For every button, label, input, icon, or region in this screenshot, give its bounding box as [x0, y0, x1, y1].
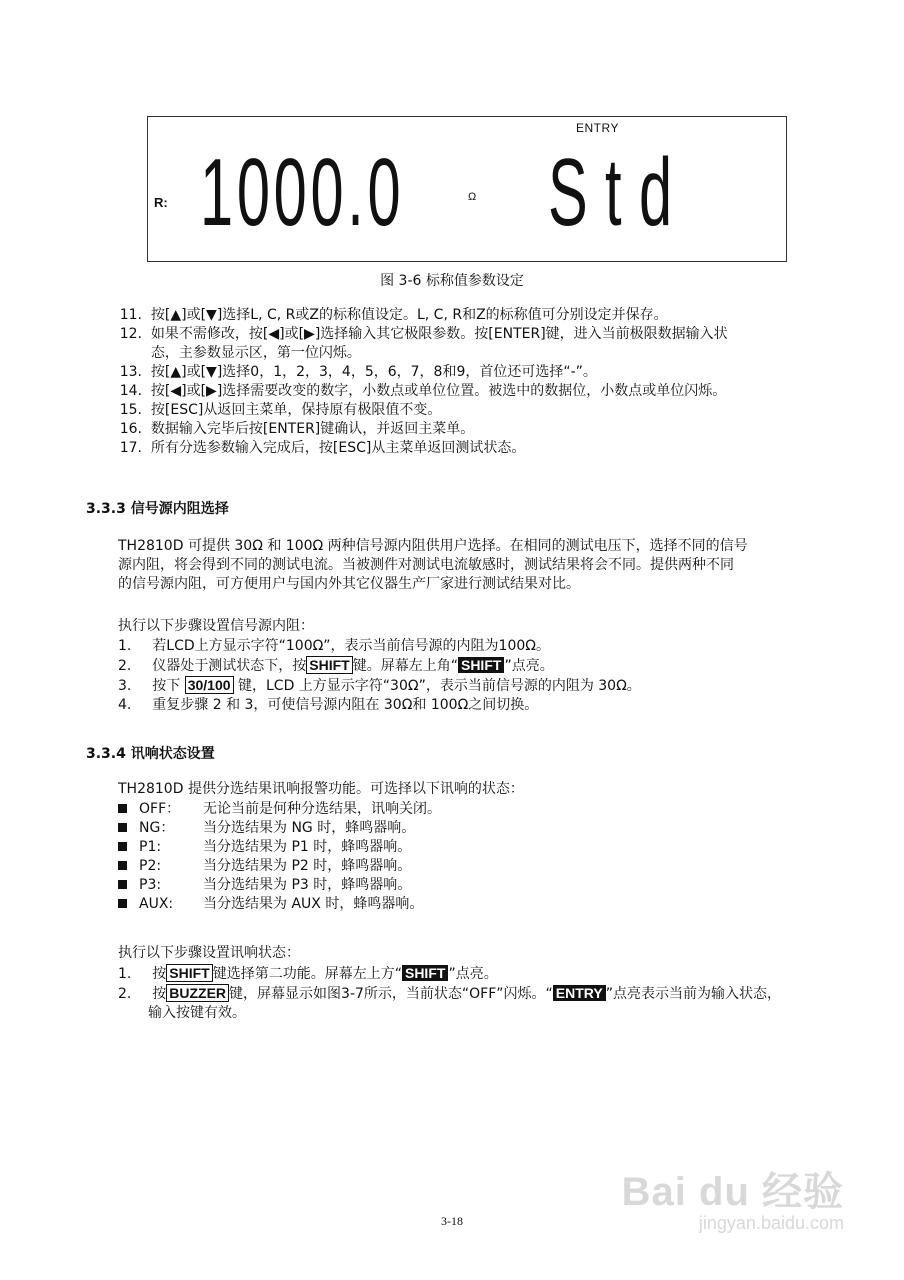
paragraph-line: TH2810D 可提供 30Ω 和 100Ω 两种信号源内阻供用户选择。在相同的测试电压下，选择不同的信号 [118, 538, 748, 554]
steps-intro-334: 执行以下步骤设置讯响状态： [118, 945, 300, 961]
list-item: 1. 若LCD上方显示字符“100Ω”，表示当前信号源的内阻为100Ω。 [118, 638, 550, 654]
list-item: 14. 按[◀]或[▶]选择需要改变的数字，小数点或单位位置。被选中的数据位，小数点或单位闪烁。 [119, 383, 727, 399]
watermark-brand: Bai du 经验 [621, 1170, 844, 1214]
list-item: OFF： 无论当前是何种分选结果，讯响关闭。 [118, 800, 441, 819]
square-bullet-icon [118, 899, 127, 908]
square-bullet-icon [118, 842, 127, 851]
section-heading-334: 3.3.4 讯响状态设置 [86, 746, 215, 762]
list-item: 3. 按下 30/100 键，LCD 上方显示字符“30Ω”，表示当前信号源的内阻为 30Ω。 [118, 677, 641, 694]
steps-list-333 [112, 637, 641, 715]
lcd-unit: Ω [468, 191, 477, 203]
square-bullet-icon [118, 823, 127, 832]
buzzer-key-label: BUZZER [166, 984, 229, 1002]
section-333-paragraph [118, 537, 748, 594]
entry-indicator-label: ENTRY [553, 985, 606, 1001]
list-item: 12. 如果不需修改，按[◀]或[▶]选择输入其它极限参数。按[ENTER]键，进入当前极限数据输入状 [119, 326, 728, 342]
list-item: 态，主参数显示区，第一位闪烁。 [150, 345, 361, 361]
steps-intro-333: 执行以下步骤设置信号源内阻： [118, 618, 314, 634]
list-item: 2. 仪器处于测试状态下，按 SHIFT 键。屏幕左上角“ SHIFT ”点亮。 [118, 657, 554, 674]
lcd-status: Std [548, 139, 690, 246]
lcd-display-figure [147, 116, 787, 262]
list-item: 2. 按 BUZZER 键，屏幕显示如图3-7所示，当前状态“OFF”闪烁。“ ENTRY ”点亮表示当前为输入状态， [118, 985, 781, 1002]
list-item: 1. 按 SHIFT 键选择第二功能。屏幕左上方“ SHIFT ”点亮。 [118, 965, 498, 982]
figure-caption: 图 3-6 标称值参数设定 [380, 273, 524, 289]
lcd-r-label: R: [154, 195, 168, 210]
shift-indicator-label: SHIFT [458, 657, 504, 673]
list-item: NG： 当分选结果为 NG 时，蜂鸣器响。 [118, 819, 441, 838]
30-100-key-label: 30/100 [185, 676, 234, 694]
list-item: 15. 按[ESC]从返回主菜单，保持原有极限值不变。 [119, 402, 442, 418]
list-item: P2: 当分选结果为 P2 时，蜂鸣器响。 [118, 857, 441, 876]
square-bullet-icon [118, 880, 127, 889]
lcd-entry-indicator: ENTRY [576, 121, 619, 135]
shift-key-label: SHIFT [306, 656, 352, 674]
paragraph-line: 的信号源内阻，可方便用户与国内外其它仪器生产厂家进行测试结果对比。 [118, 576, 580, 592]
steps-list-a [112, 306, 728, 458]
paragraph-line: 源内阻，将会得到不同的测试电流。当被测件对测试电流敏感时，测试结果将会不同。提供两种不同 [118, 557, 734, 573]
list-item: AUX: 当分选结果为 AUX 时，蜂鸣器响。 [118, 895, 441, 914]
list-item-continuation: 输入按键有效。 [148, 1005, 246, 1021]
watermark-url: jingyan.baidu.com [698, 1213, 844, 1233]
square-bullet-icon [118, 804, 127, 813]
list-item: 4. 重复步骤 2 和 3，可使信号源内阻在 30Ω和 100Ω之间切换。 [118, 697, 539, 713]
lcd-main-value: 1000.0 [200, 139, 405, 246]
shift-indicator-label: SHIFT [402, 965, 448, 981]
list-item: P3: 当分选结果为 P3 时，蜂鸣器响。 [118, 876, 441, 895]
list-item: 11. 按[▲]或[▼]选择L, C, R或Z的标称值设定。L, C, R和Z的标称值可分别设定并保存。 [119, 307, 668, 323]
list-item: 16. 数据输入完毕后按[ENTER]键确认，并返回主菜单。 [119, 421, 475, 437]
shift-key-label: SHIFT [166, 964, 212, 982]
section-heading-333: 3.3.3 信号源内阻选择 [86, 501, 229, 517]
list-item: P1: 当分选结果为 P1 时，蜂鸣器响。 [118, 838, 441, 857]
square-bullet-icon [118, 861, 127, 870]
steps-list-334 [112, 964, 781, 1023]
list-item: 13. 按[▲]或[▼]选择0，1，2，3，4，5，6，7，8和9，首位还可选择“-”。 [119, 364, 597, 380]
buzzer-state-list [118, 800, 441, 914]
page-number: 3-18 [441, 1214, 463, 1228]
section-334-intro: TH2810D 提供分选结果讯响报警功能。可选择以下讯响的状态： [118, 781, 524, 797]
list-item: 17. 所有分选参数输入完成后，按[ESC]从主菜单返回测试状态。 [119, 440, 526, 456]
